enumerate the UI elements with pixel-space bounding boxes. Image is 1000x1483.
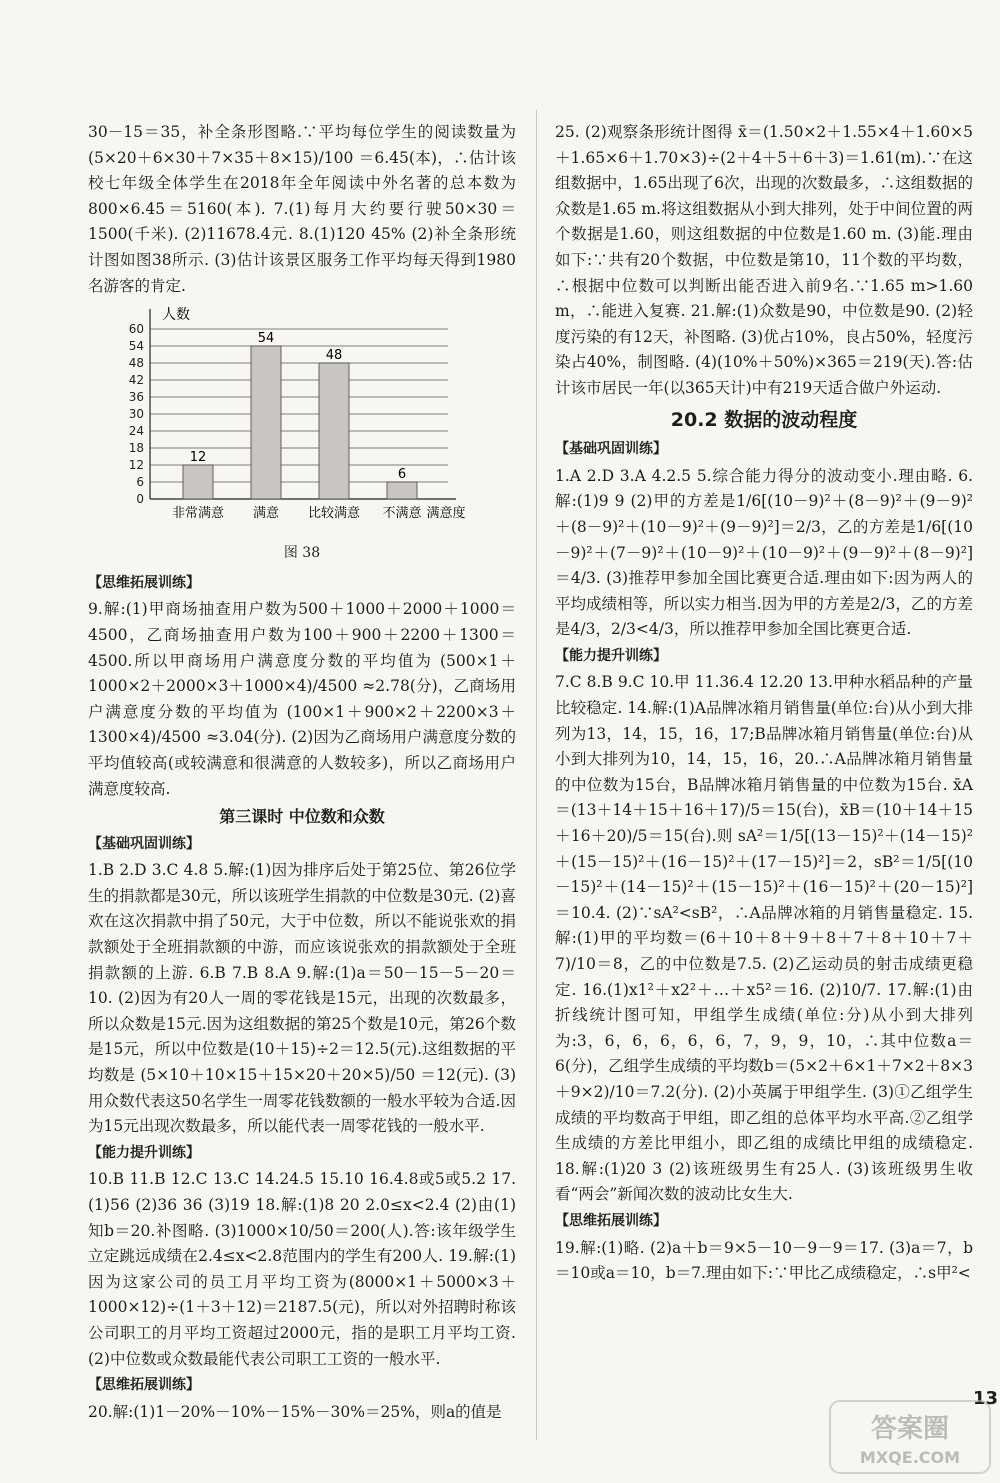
y-tick-label: 48 [128, 356, 144, 371]
data-label: 12 [189, 450, 207, 466]
y-tick-label: 12 [128, 458, 144, 473]
y-tick-label: 24 [128, 424, 144, 439]
paragraph: 1.A 2.D 3.A 4.2.5 5.综合能力得分的波动变小.理由略. 6.解:(1)9 9 (2)甲的方差是1/6[(10－9)²＋(8－9)²＋(9－9)²＋(8－9)²＋(10－9)²＋(9－9)²]＝2/3，乙的方差是1/6[(10－9)²＋(7－9)²＋(10－9)²＋(10－9)²＋(9－9)²＋(8－9)²]＝4/3. (3)推荐甲参加全国比赛更合适.理由如下:因为两人的平均成绩相等，所以实力相当.因为甲的方差是2/3，乙的方差是4/3，2/3<4/3，所以推荐甲参加全国比赛更合适. [555, 466, 973, 639]
right-column [555, 120, 973, 1287]
watermark-text: 答案圈 [870, 1414, 950, 1444]
paragraph: 20.解:(1)1－20%－10%－15%－30%＝25%，则a的值是 [88, 1402, 502, 1421]
figure-caption: 图 38 [283, 545, 321, 562]
paragraph: 30－15＝35，补全条形图略.∵平均每位学生的阅读数量为 (5×20＋6×30＋7×35＋8×15)/100 ＝6.45(本)，∴估计该校七年级全体学生在2018年全年阅读中外名著的总本数为800×6.45＝5160(本). 7.(1)每月大约要行驶50×30＝1500(千米). (2)11678.4元. 8.(1)120 45% (2)补全条形统计图如图38所示. (3)估计该景区服务工作平均每天得到1980名游客的肯定. [88, 123, 516, 295]
paragraph: 1.B 2.D 3.C 4.8 5.解:(1)因为排序后处于第25位、第26位学生的捐款都是30元，所以该班学生捐款的中位数是30元. (2)喜欢在这次捐款中捐了50元，大于中位数，所以不能说张欢的捐款额处于全班捐款额的中游，而应该说张欢的捐款额处于全班捐款额的上游. 6.B 7.B 8.A 9.解:(1)a＝50－15－5－20＝10. (2)因为有20人一周的零花钱是15元，出现的次数最多，所以众数是15元.因为这组数据的第25个数是10元，第26个数是15元，所以中位数是(10＋15)÷2＝12.5(元).这组数据的平均数是 (5×10＋10×15＋15×20＋20×5)/50 ＝12(元). (3)用众数代表这50名学生一周零花钱数额的一般水平较为合适.因为15元出现次数最多，所以能代表一周零花钱的一般水平. [88, 861, 516, 1136]
bar [183, 465, 213, 499]
column-divider [536, 110, 537, 1440]
left-column [88, 120, 516, 1425]
section-heading: 【思维拓展训练】 [88, 574, 200, 591]
paragraph: 7.C 8.B 9.C 10.甲 11.36.4 12.20 13.甲种水稻品种的产量比较稳定. 14.解:(1)A品牌冰箱月销售量(单位:台)从小到大排列为13，14，15，16，17;B品牌冰箱月销售量(单位:台)从小到大排列为10，14，15，16，20.∴A品牌冰箱月销售量的中位数为15台，B品牌冰箱月销售量的中位数为15台. x̄A＝(13＋14＋15＋16＋17)/5＝15(台)，x̄B＝(10＋14＋15＋16＋20)/5＝15(台).则 sA²＝1/5[(13－15)²＋(14－15)²＋(15－15)²＋(16－15)²＋(17－15)²]＝2，sB²＝1/5[(10－15)²＋(14－15)²＋(15－15)²＋(16－15)²＋(20－15)²]＝10.4. (2)∵sA²<sB²，∴A品牌冰箱的月销售量稳定. 15.解:(1)甲的平均数＝(6＋10＋8＋9＋8＋7＋8＋10＋7＋7)/10＝8，乙的中位数是7.5. (2)乙运动员的射击成绩更稳定. 16.(1)x1²＋x2²＋…＋x5²＝16. (2)10/7. 17.解:(1)由折线统计图可知，甲组学生成绩(单位:分)从小到大排列为:3，6，6，6，6，6，7，9，9，10，∴其中位数a＝6(分)，乙组学生成绩的平均数b＝(5×2＋6×1＋7×2＋8×3＋9×2)/10＝7.2(分). (2)小英属于甲组学生. (3)①乙组学生成绩的平均数高于甲组，即乙组的总体平均水平高.②乙组学生成绩的方差比甲组小，即乙组的成绩比甲组的成绩稳定. 18.解:(1)20 3 (2)该班级男生有25人. (3)该班级男生收看“两会”新闻次数的波动比女生大. [555, 673, 973, 1204]
paragraph: 9.解:(1)甲商场抽查用户数为500＋1000＋2000＋1000＝4500，乙商场抽查用户数为100＋900＋2200＋1300＝4500.所以甲商场用户满意度分数的平均值为 (500×1＋1000×2＋2000×3＋1000×4)/4500 ≈2.78(分)，乙商场用户满意度分数的平均值为 (100×1＋900×2＋2200×3＋1300×4)/4500 ≈3.04(分). (2)因为乙商场用户满意度分数的平均值较高(或较满意和很满意的人数较多)，所以乙商场用户满意度较高. [88, 600, 516, 798]
x-tick-label: 满意 [252, 506, 280, 522]
section-heading: 【能力提升训练】 [555, 647, 667, 664]
y-axis-label: 人数 [162, 307, 190, 324]
paragraph: 25. (2)观察条形统计图得 x̄＝(1.50×2＋1.55×4＋1.60×5＋1.65×6＋1.70×3)÷(2＋4＋5＋6＋3)＝1.61(m).∵在这组数据中，1.65出现了6次，出现的次数最多，∴这组数据的众数是1.65 m.将这组数据从小到大排列，处于中间位置的两个数据是1.60，则这组数据的中位数是1.60 m. (3)能.理由如下:∵共有20个数据，中位数是第10，11个数的平均数，∴根据中位数可以判断出能否进入前9名.∵1.65 m>1.60 m，∴能进入复赛. 21.解:(1)众数是90，中位数是90. (2)轻度污染的有12天，补图略. (3)优占10%，良占50%，轻度污染占40%，制图略. (4)(10%＋50%)×365＝219(天).答:估计该市居民一年(以365天计)中有219天适合做户外运动. [555, 123, 973, 397]
y-tick-label: 30 [128, 407, 144, 422]
data-label: 6 [397, 467, 407, 483]
watermark-url: MXQE.COM [859, 1448, 961, 1467]
watermark-logo [826, 1397, 994, 1477]
lesson-title: 第三课时 中位数和众数 [219, 807, 385, 827]
section-title: 20.2 数据的波动程度 [670, 408, 858, 431]
y-tick-label: 0 [136, 492, 144, 507]
bar-chart [88, 299, 516, 539]
data-label: 54 [257, 331, 275, 347]
y-tick-label: 60 [128, 322, 144, 337]
bar [251, 346, 281, 499]
x-tick-label: 非常满意 [171, 506, 225, 522]
data-label: 48 [325, 348, 343, 364]
section-heading: 【思维拓展训练】 [88, 1377, 200, 1394]
section-heading: 【基础巩固训练】 [555, 441, 667, 458]
paragraph: 10.B 11.B 12.C 13.C 14.24.5 15.10 16.4.8或5或5.2 17.(1)56 (2)36 36 (3)19 18.解:(1)8 20 2.0≤x<2.4 (2)由(1)知b＝20.补图略. (3)1000×10/50＝200(人).答:该年级学生立定跳远成绩在2.4≤x<2.8范围内的学生有200人. 19.解:(1)因为这家公司的员工月平均工资为(8000×1＋5000×3＋1000×12)÷(1＋3＋12)＝2187.5(元)，所以对外招聘时称该公司职工的月平均工资超过2000元，指的是职工月平均工资. (2)中位数或众数最能代表公司职工工资的一般水平. [88, 1170, 516, 1368]
bar [387, 482, 417, 499]
bar [319, 363, 349, 499]
page-number: 13 [972, 1388, 998, 1409]
section-heading: 【能力提升训练】 [88, 1144, 200, 1161]
y-tick-label: 18 [128, 441, 144, 456]
x-axis-label: 满意度 [426, 506, 466, 522]
y-tick-label: 6 [136, 475, 144, 490]
paragraph: 19.解:(1)略. (2)a＋b＝9×5－10－9－9＝17. (3)a＝7，b＝10或a＝10，b＝7.理由如下:∵甲比乙成绩稳定，∴s甲²< [555, 1238, 973, 1283]
section-heading: 【基础巩固训练】 [88, 835, 200, 852]
x-tick-label: 不满意 [382, 506, 422, 522]
y-tick-label: 42 [128, 373, 144, 388]
bar-chart-svg [108, 299, 468, 539]
x-tick-label: 比较满意 [307, 506, 361, 522]
y-tick-label: 54 [128, 339, 144, 354]
y-tick-label: 36 [128, 390, 144, 405]
section-heading: 【思维拓展训练】 [555, 1212, 667, 1229]
